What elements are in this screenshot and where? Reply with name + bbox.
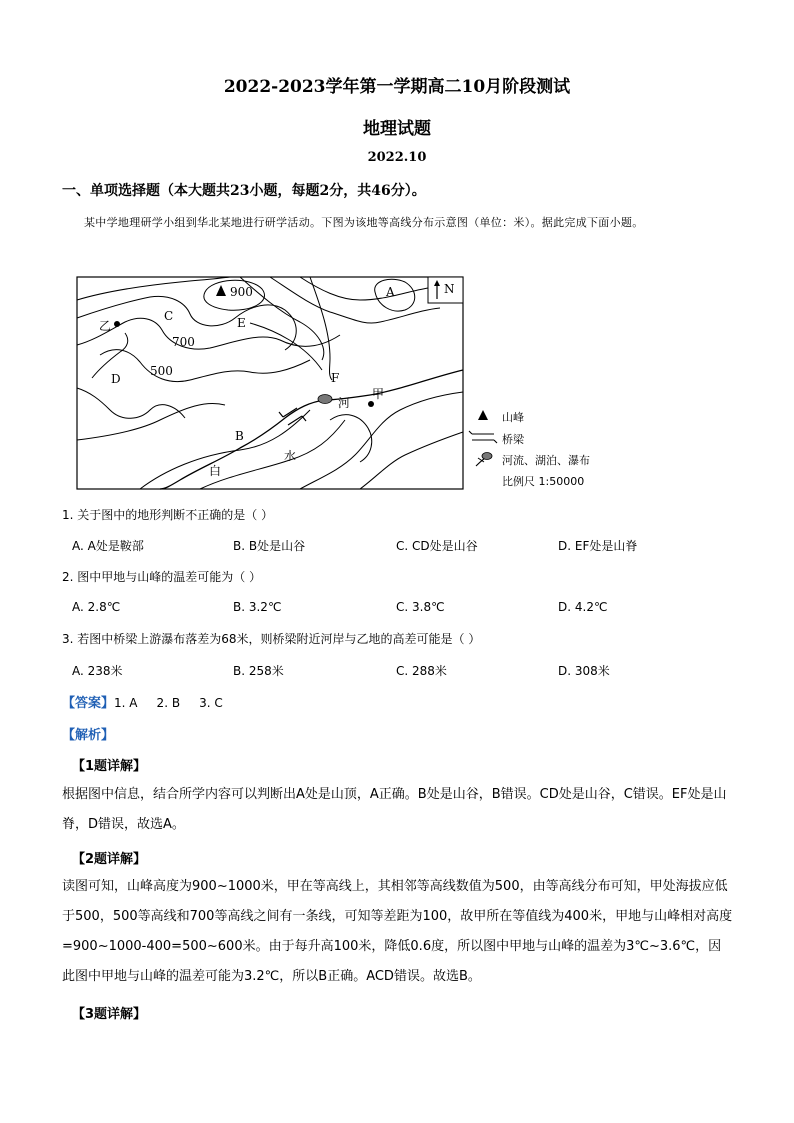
legend-scale-label: 比例尺 1:50000 xyxy=(502,475,585,488)
legend-river-label: 河流、湖泊、瀑布 xyxy=(502,454,590,467)
question-2-option-c[interactable]: C. 3.8℃ xyxy=(396,600,445,614)
question-3-stem: 3. 若图中桥梁上游瀑布落差为68米，则桥梁附近河岸与乙地的高差可能是（ ） xyxy=(62,632,481,646)
label-bai: 白 xyxy=(209,464,222,478)
subject-title: 地理试题 xyxy=(363,119,431,139)
label-d: D xyxy=(111,372,121,386)
north-label: N xyxy=(444,282,455,296)
question-2-stem: 2. 图中甲地与山峰的温差可能为（ ） xyxy=(62,570,262,584)
label-500: 500 xyxy=(150,364,173,378)
point-jia-icon xyxy=(368,401,374,407)
legend-peak-icon xyxy=(478,410,488,420)
bridge-icon xyxy=(279,408,306,425)
exam-date: 2022.10 xyxy=(367,150,427,165)
detail-2-label: 【2题详解】 xyxy=(72,852,147,867)
detail-1-text: 根据图中信息，结合所学内容可以判断出A处是山顶，A正确。B处是山谷，B错误。CD处是山谷，C错误。EF处是山脊，D错误，故选A。 xyxy=(62,787,727,832)
label-yi: 乙 xyxy=(99,319,112,333)
question-3-option-b[interactable]: B. 258米 xyxy=(233,664,284,678)
waterfall-icon xyxy=(318,395,332,404)
question-1-option-c[interactable]: C. CD处是山谷 xyxy=(396,539,478,553)
map-frame xyxy=(77,277,463,489)
detail-1-label: 【1题详解】 xyxy=(72,759,147,774)
question-1-option-b[interactable]: B. B处是山谷 xyxy=(233,539,306,553)
question-1-stem: 1. 关于图中的地形判断不正确的是（ ） xyxy=(62,508,274,522)
legend-bridge-label: 桥梁 xyxy=(502,433,524,446)
question-3-option-d[interactable]: D. 308米 xyxy=(558,664,610,678)
document-title: 2022-2023学年第一学期高二10月阶段测试 xyxy=(223,77,571,97)
point-yi-icon xyxy=(114,321,120,327)
question-3-option-c[interactable]: C. 288米 xyxy=(396,664,447,678)
label-shui: 水 xyxy=(284,449,297,463)
label-c: C xyxy=(164,309,174,323)
label-jia: 甲 xyxy=(372,387,385,401)
label-a: A xyxy=(386,285,395,299)
detail-3-label: 【3题详解】 xyxy=(72,1007,147,1022)
question-2-option-d[interactable]: D. 4.2℃ xyxy=(558,600,608,614)
label-b: B xyxy=(235,429,244,443)
question-2-option-a[interactable]: A. 2.8℃ xyxy=(72,600,121,614)
question-intro: 某中学地理研学小组到华北某地进行研学活动。下图为该地等高线分布示意图（单位：米）。据此完成下面小题。 xyxy=(84,216,644,229)
contour-map xyxy=(0,0,794,500)
analysis-label: 【解析】 xyxy=(62,728,115,743)
legend-bridge-icon xyxy=(469,431,497,443)
detail-2-text: 读图可知，山峰高度为900~1000米，甲在等高线上，其相邻等高线数值为500，由等高线分布可知，甲处海拔应低于500，500等高线和700等高线之间有一条线，可知等差距为100，故甲所在等值线为400米，甲地与山峰相对高度=900~1000-400=500~600米。由于每升高100米，降低0.6度，所以图中甲地与山峰的温差为3℃~3.6℃，因此图中甲地与山峰的温差可能为3.2℃，所以B正确。ACD错误。故选B。 xyxy=(62,879,733,984)
label-e: E xyxy=(237,316,246,330)
answer-text: 1. A 2. B 3. C xyxy=(114,696,223,710)
question-1-option-a[interactable]: A. A处是鞍部 xyxy=(72,539,144,553)
label-900: 900 xyxy=(230,285,253,299)
question-3-option-a[interactable]: A. 238米 xyxy=(72,664,123,678)
river-line xyxy=(160,370,463,489)
legend-river-icon xyxy=(476,453,492,467)
label-f: F xyxy=(331,371,340,385)
question-2-option-b[interactable]: B. 3.2℃ xyxy=(233,600,282,614)
contour-lines xyxy=(77,277,463,489)
answer-label: 【答案】 xyxy=(62,696,115,711)
legend-peak-label: 山峰 xyxy=(502,411,524,424)
label-700: 700 xyxy=(172,335,195,349)
label-he: 河 xyxy=(338,396,351,410)
peak-icon xyxy=(216,285,226,296)
question-1-option-d[interactable]: D. EF处是山脊 xyxy=(558,539,638,553)
section-heading: 一、单项选择题（本大题共23小题，每题2分，共46分）。 xyxy=(62,183,426,199)
answer-line xyxy=(62,692,223,711)
